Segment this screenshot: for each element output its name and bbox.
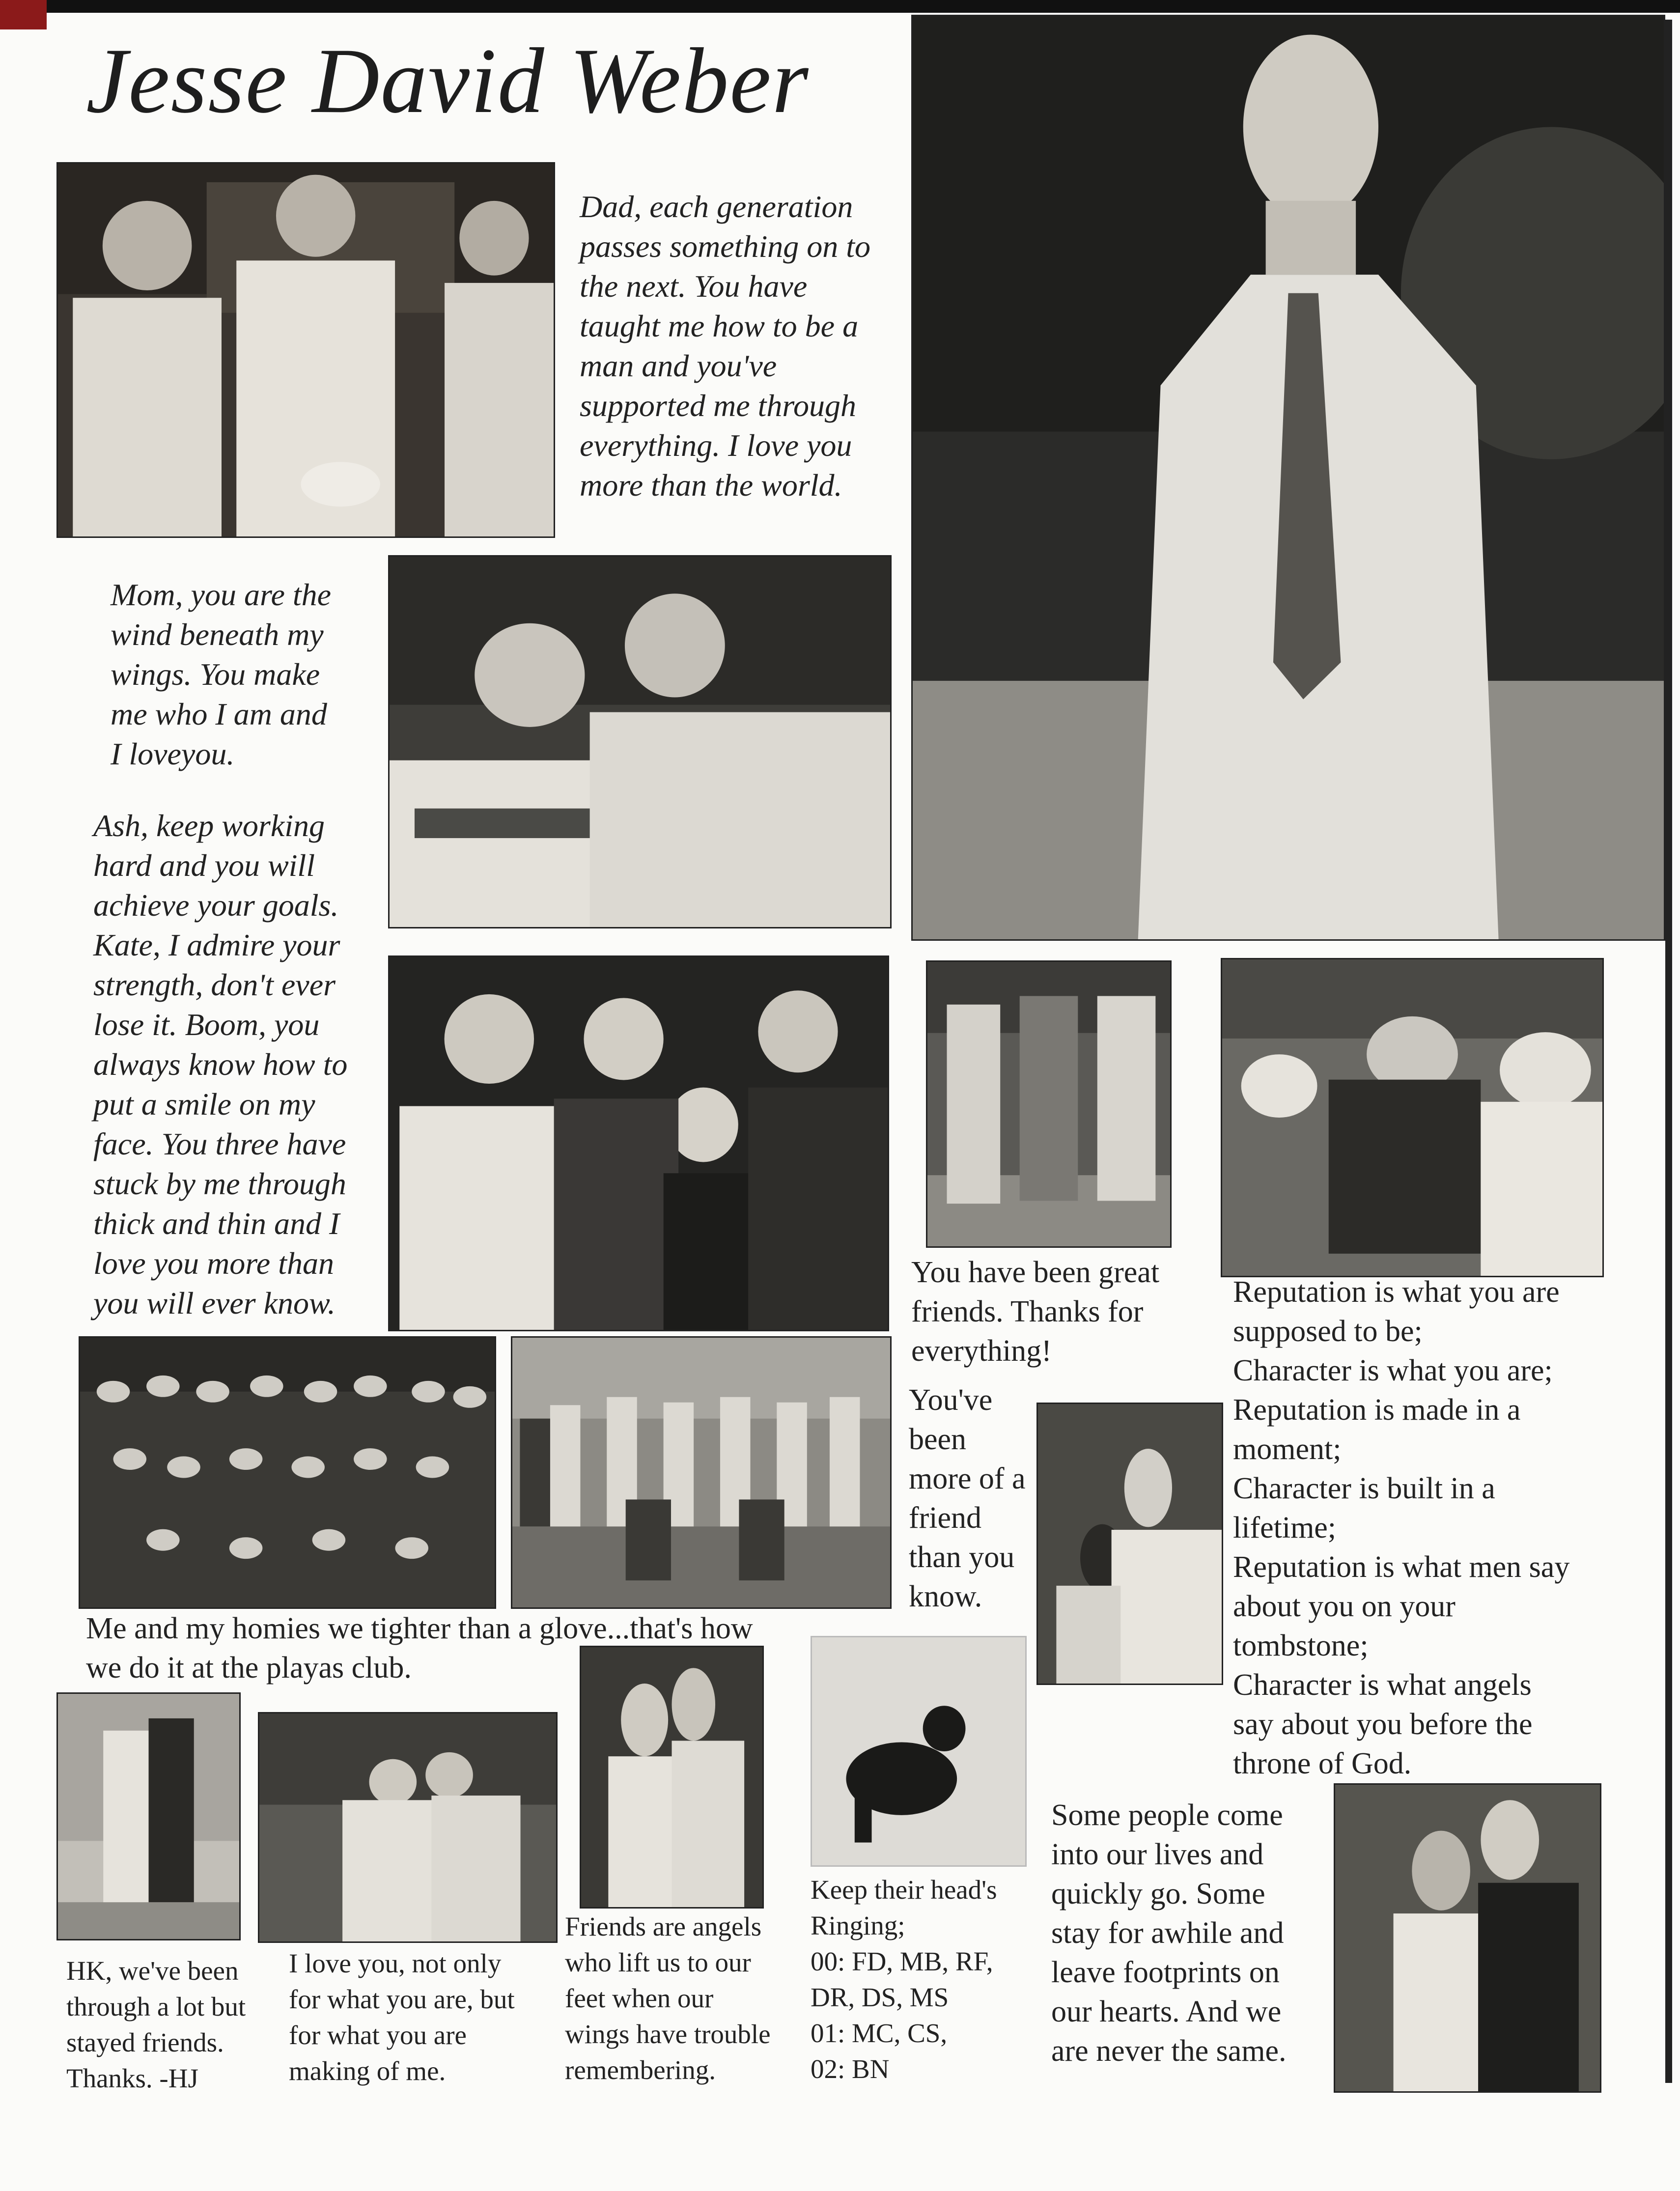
photo-friend	[1036, 1403, 1223, 1685]
photo-siblings	[388, 955, 889, 1331]
mom-caption: Mom, you are the wind beneath my wings. You make me who I am and I loveyou.	[111, 577, 332, 771]
page-title: Jesse David Weber	[86, 29, 810, 133]
photo-senior-portrait	[911, 15, 1665, 941]
page-edge	[1665, 20, 1672, 2083]
reputation-caption: Reputation is what you are supposed to be; Character is what you are; Reputation is made in a moment; Character is built in a lifetime; Reputation is what men say about you on your tombstone; Character is what angels say about you before the throne of God.	[1233, 1275, 1570, 1780]
ringing-caption: Keep their head's Ringing; 00: FD, MB, RF, DR, DS, MS 01: MC, CS, 02: BN	[811, 1875, 997, 2084]
siblings-caption: Ash, keep working hard and you will achieve your goals. Kate, I admire your strength, don't ever lose it. Boom, you always know how to put a smile on my face. You three have stuck by me through thick and thin and I love you more than you will ever know.	[93, 808, 348, 1320]
corner-mark	[0, 0, 47, 29]
footprints-caption: Some people come into our lives and quickly go. Some stay for awhile and leave footprints on our hearts. And we are never the same.	[1051, 1798, 1287, 2068]
photo-football-action	[1221, 958, 1604, 1277]
photo-football-teammates	[926, 960, 1172, 1248]
top-border	[0, 0, 1680, 13]
photo-couple-porch	[1334, 1783, 1601, 2093]
photo-dog	[811, 1636, 1027, 1867]
friend-caption: You've been more of a friend than you know.	[909, 1383, 1026, 1613]
dad-caption: Dad, each generation passes something on to the next. You have taught me how to be a man and you've supported me through everything. I love you more than the world.	[580, 189, 870, 503]
photo-mom	[388, 555, 892, 928]
photo-group-formal	[79, 1336, 496, 1609]
love-caption: I love you, not only for what you are, but for what you are making of me.	[289, 1948, 515, 2086]
photo-friends-hug	[580, 1646, 764, 1909]
homies-caption: Me and my homies we tighter than a glove...that's how we do it at the playas club.	[86, 1612, 753, 1685]
photo-hk	[56, 1692, 241, 1940]
photo-group-beach	[511, 1336, 892, 1609]
friends-caption: You have been great friends. Thanks for everything!	[911, 1256, 1160, 1368]
photo-three-generations	[56, 162, 555, 538]
angels-caption: Friends are angels who lift us to our feet when our wings have trouble remembering.	[565, 1911, 771, 2085]
hk-caption: HK, we've been through a lot but stayed friends. Thanks. -HJ	[66, 1956, 246, 2093]
photo-couple-outdoor	[258, 1712, 558, 1943]
